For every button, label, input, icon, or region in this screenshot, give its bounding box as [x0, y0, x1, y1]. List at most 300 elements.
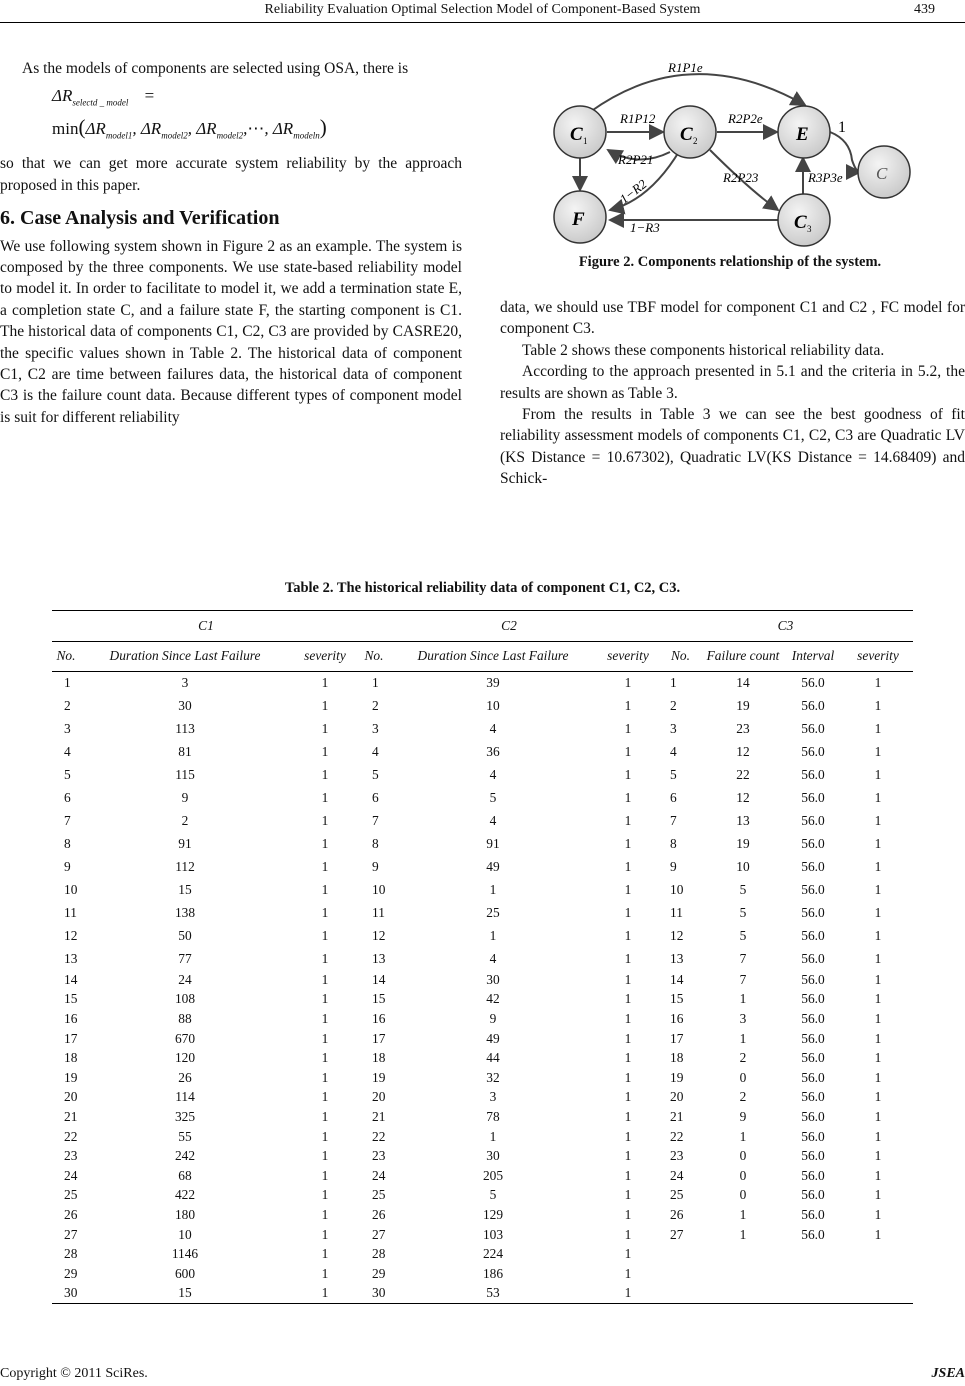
table-cell: 1 — [489, 927, 497, 943]
table-cell: 1 — [739, 1030, 747, 1046]
table-cell: 56.0 — [801, 971, 825, 987]
table-cell: 1 — [874, 812, 882, 828]
table-row — [52, 1009, 913, 1029]
label-one: 1 — [838, 119, 846, 136]
table-cell: 1 — [321, 1187, 329, 1203]
table-cell: 30 — [486, 1148, 500, 1164]
table-cell: 5 — [489, 789, 497, 805]
column-header: Interval — [783, 641, 843, 671]
eq-sub-3: model2 — [216, 130, 244, 141]
table-cell: 17 — [670, 1030, 684, 1046]
table-cell: 1 — [321, 1069, 329, 1085]
table-cell: 68 — [178, 1167, 192, 1183]
table-cell: 1 — [874, 950, 882, 966]
table-cell: 1 — [874, 1030, 882, 1046]
table-cell — [703, 1264, 783, 1284]
svg-text:3: 3 — [807, 224, 812, 234]
table-cell: 11 — [64, 904, 77, 920]
table-cell: 180 — [174, 1206, 196, 1222]
table-cell: 19 — [670, 1069, 684, 1085]
left-paragraph-3: We use following system shown in Figure 2 as an example. The system is composed by the three components. We use state-based reliability model to model it. In order to facilitate to model it, we add a termination state E, a completion state C, and a failure state F, the starting component is C1. The historical data of components C1, C2, C3 are provided by CASRE20, the specific values shown in Table 2. The historical data of component C1, C2 are time between failures data, the historical data of component C3 is the failure count data. Because different types of component model is suit for different reliability — [0, 237, 462, 426]
table-cell: 20 — [670, 1089, 684, 1105]
table-cell: 108 — [174, 991, 196, 1007]
column-header: No. — [360, 641, 388, 671]
eq-sub-2: model2 — [161, 130, 188, 141]
svg-text:1: 1 — [583, 136, 588, 146]
table-cell: 5 — [739, 904, 747, 920]
table-cell — [703, 1284, 783, 1304]
table-cell: 1 — [739, 991, 747, 1007]
table-cell — [843, 1284, 913, 1304]
table-cell: 1 — [321, 1246, 329, 1262]
column-header: Duration Since Last Failure — [388, 641, 598, 671]
table-cell: 325 — [174, 1108, 196, 1124]
table-row — [52, 717, 913, 740]
table-cell: 1 — [321, 697, 329, 713]
table-cell: 25 — [670, 1187, 684, 1203]
table-cell: 1 — [624, 1108, 632, 1124]
table-cell: 1146 — [171, 1246, 199, 1262]
table-cell: 56.0 — [801, 1148, 825, 1164]
table-row — [52, 1205, 913, 1225]
table-cell: 1 — [624, 1246, 632, 1262]
table-cell: 18 — [64, 1050, 78, 1066]
table-cell: 1 — [874, 1089, 882, 1105]
table-cell: 1 — [624, 858, 632, 874]
table-cell: 1 — [624, 789, 632, 805]
right-paragraph-3: According to the approach presented in 5.1 and the criteria in 5.2, the results are shown as Table 3. — [500, 363, 965, 402]
group-header-row — [52, 611, 913, 641]
table-cell: 9 — [489, 1010, 497, 1026]
column-header: No. — [52, 641, 80, 671]
table-row — [52, 786, 913, 809]
figure-2 — [520, 50, 940, 260]
table-cell — [658, 1244, 703, 1264]
table-cell: 10 — [64, 881, 78, 897]
table-cell: 56.0 — [801, 1226, 825, 1242]
table-cell: 2 — [181, 812, 189, 828]
table-cell: 24 — [178, 971, 192, 987]
table-cell: 12 — [736, 743, 750, 759]
table-cell: 56.0 — [801, 697, 825, 713]
table-cell: 1 — [321, 720, 329, 736]
table-cell: 1 — [321, 904, 329, 920]
table-cell: 1 — [489, 1128, 497, 1144]
table-row — [52, 924, 913, 947]
table-cell: 1 — [321, 881, 329, 897]
table-cell: 49 — [486, 858, 500, 874]
table-cell: 15 — [670, 991, 684, 1007]
data-table — [52, 611, 913, 1303]
eq-term-1: ΔR — [85, 119, 106, 139]
table-cell: 1 — [624, 1206, 632, 1222]
table-cell: 1 — [874, 1128, 882, 1144]
svg-text:2: 2 — [693, 136, 698, 146]
section-heading: 6. Case Analysis and Verification — [0, 207, 280, 230]
table-cell: 1 — [874, 743, 882, 759]
table-cell: 24 — [670, 1167, 684, 1183]
table-cell: 1 — [624, 1285, 632, 1301]
node-f — [554, 191, 606, 243]
table-cell: 7 — [670, 812, 677, 828]
table-cell: 1 — [874, 1167, 882, 1183]
table-cell: 9 — [372, 858, 379, 874]
table-cell: 1 — [624, 881, 632, 897]
table-row — [52, 1264, 913, 1284]
table-row — [52, 970, 913, 990]
table-cell: 1 — [874, 835, 882, 851]
table-cell: 1 — [624, 743, 632, 759]
table-cell: 1 — [874, 1148, 882, 1164]
table-cell: 56.0 — [801, 835, 825, 851]
table-row — [52, 1068, 913, 1088]
table-cell: 30 — [178, 697, 192, 713]
table-cell: 78 — [486, 1108, 500, 1124]
table-cell: 77 — [178, 950, 192, 966]
table-cell: 5 — [670, 766, 677, 782]
table-cell: 13 — [372, 950, 386, 966]
table-cell: 1 — [874, 1010, 882, 1026]
table-cell: 1 — [874, 1226, 882, 1242]
table-cell: 115 — [175, 766, 195, 782]
table-cell: 13 — [64, 950, 78, 966]
svg-text:F: F — [572, 209, 585, 230]
table-row — [52, 1107, 913, 1127]
table-cell: 1 — [874, 1050, 882, 1066]
table-cell: 56.0 — [801, 1089, 825, 1105]
table-cell: 10 — [372, 881, 386, 897]
label-r1p12: R1P12 — [620, 111, 656, 126]
label-r3p3e: R3P3e — [808, 170, 843, 185]
table-cell: 242 — [174, 1148, 196, 1164]
table-cell: 15 — [64, 991, 78, 1007]
table-cell: 7 — [64, 812, 71, 828]
table-cell: 1 — [874, 858, 882, 874]
table-row — [52, 1088, 913, 1108]
table-cell: 20 — [64, 1089, 78, 1105]
table-cell: 1 — [624, 766, 632, 782]
table-cell: 1 — [64, 674, 71, 690]
label-1-r3: 1−R3 — [630, 220, 660, 235]
eq-term-2: ΔR — [140, 119, 162, 139]
table-cell: 186 — [482, 1265, 504, 1281]
table-row — [52, 1048, 913, 1068]
footer-journal: JSEA — [931, 1366, 965, 1381]
table-cell: 1 — [624, 1089, 632, 1105]
table-cell: 30 — [64, 1285, 78, 1301]
table-row — [52, 1146, 913, 1166]
table-row — [52, 1186, 913, 1206]
table-row — [52, 671, 913, 694]
column-header-row — [52, 641, 913, 671]
table-row — [52, 947, 913, 970]
table-cell: 28 — [372, 1246, 386, 1262]
table-cell: 1 — [624, 720, 632, 736]
table-cell: 19 — [736, 697, 750, 713]
table-cell: 16 — [64, 1010, 78, 1026]
table-cell: 18 — [670, 1050, 684, 1066]
table-cell: 23 — [736, 720, 750, 736]
table-cell: 1 — [874, 789, 882, 805]
table-cell: 2 — [64, 697, 71, 713]
table-cell: 88 — [178, 1010, 192, 1026]
table-cell: 1 — [624, 1050, 632, 1066]
table-cell — [658, 1264, 703, 1284]
table-cell: 1 — [321, 1108, 329, 1124]
table-cell: 29 — [64, 1265, 78, 1281]
table-cell: 26 — [178, 1069, 192, 1085]
figure-caption: Figure 2. Components relationship of the system. — [578, 254, 882, 270]
table-cell: 11 — [670, 904, 683, 920]
table-cell: 44 — [486, 1050, 500, 1066]
label-1-r2: 1−R2 — [616, 176, 650, 207]
table-cell: 1 — [739, 1206, 747, 1222]
table-cell: 27 — [64, 1226, 78, 1242]
column-header: severity — [598, 641, 658, 671]
table-cell: 670 — [174, 1030, 196, 1046]
table-cell: 23 — [64, 1148, 78, 1164]
table-cell: 1 — [624, 904, 632, 920]
table-cell: 1 — [321, 835, 329, 851]
table-cell: 56.0 — [801, 950, 825, 966]
table-cell — [783, 1284, 843, 1304]
table-cell: 1 — [739, 1226, 747, 1242]
label-r2p23: R2P23 — [723, 170, 759, 185]
table-cell: 9 — [181, 789, 189, 805]
table-cell: 1 — [321, 1010, 329, 1026]
table-row — [52, 763, 913, 786]
table-cell: 1 — [321, 789, 329, 805]
table-cell: 91 — [178, 835, 192, 851]
table-cell: 4 — [489, 720, 497, 736]
table-cell: 5 — [64, 766, 71, 782]
table-cell: 113 — [175, 720, 195, 736]
table-cell: 10 — [178, 1226, 192, 1242]
table-cell: 114 — [175, 1089, 195, 1105]
table-cell: 50 — [178, 927, 192, 943]
table-row — [52, 878, 913, 901]
svg-text:C: C — [876, 164, 888, 183]
table-cell: 4 — [489, 812, 497, 828]
table-cell: 22 — [64, 1128, 78, 1144]
table-cell: 56.0 — [801, 720, 825, 736]
table-cell: 5 — [372, 766, 379, 782]
table-cell: 1 — [489, 881, 497, 897]
table-cell: 14 — [670, 971, 684, 987]
table-cell: 21 — [64, 1108, 78, 1124]
table-cell: 10 — [670, 881, 684, 897]
table-cell: 27 — [372, 1226, 386, 1242]
table-cell: 205 — [482, 1167, 504, 1183]
table-cell: 55 — [178, 1128, 192, 1144]
table-cell: 15 — [372, 991, 386, 1007]
label-r1p1e: R1P1e — [668, 60, 703, 75]
table-cell: 2 — [670, 697, 677, 713]
table-cell: 3 — [739, 1010, 747, 1026]
table-cell: 1 — [874, 927, 882, 943]
svg-text:C: C — [794, 212, 807, 233]
table-cell: 2 — [739, 1050, 747, 1066]
table-cell: 1 — [874, 971, 882, 987]
table-cell: 1 — [624, 697, 632, 713]
table-cell: 56.0 — [801, 1128, 825, 1144]
table-cell: 0 — [739, 1069, 747, 1085]
table-cell: 120 — [174, 1050, 196, 1066]
table-cell: 14 — [64, 971, 78, 987]
table-cell: 1 — [874, 1187, 882, 1203]
table-cell: 16 — [372, 1010, 386, 1026]
table-cell: 112 — [175, 858, 195, 874]
table-cell: 7 — [739, 950, 747, 966]
group-c1: C1 — [52, 611, 360, 641]
table-cell: 1 — [874, 720, 882, 736]
table-cell: 19 — [372, 1069, 386, 1085]
table-cell: 24 — [64, 1167, 78, 1183]
right-paragraph-4: From the results in Table 3 we can see the best goodness of fit reliability assessment models of components C1, C2, C3 are Quadratic LV (KS Distance = 10.67302), Quadratic LV(KS Distance = 14.68409) and Schick- — [500, 406, 965, 488]
table-cell: 5 — [489, 1187, 497, 1203]
table-cell: 56.0 — [801, 1108, 825, 1124]
table-cell: 12 — [670, 927, 684, 943]
table-cell — [703, 1244, 783, 1264]
table-cell: 1 — [624, 812, 632, 828]
table-row — [52, 1166, 913, 1186]
table-cell: 8 — [670, 835, 677, 851]
table-cell: 56.0 — [801, 927, 825, 943]
equation: $\Delta R_{selectd \_ model}$ = $\min(\Delta R_{model1}$, $\Delta R_{model2}$, $\Delta R_{model2},\cdots$, $\Delta R_{modeln}$) — [52, 86, 327, 141]
svg-text:C: C — [680, 124, 693, 145]
table-cell: 1 — [874, 881, 882, 897]
table-cell: 19 — [736, 835, 750, 851]
table-cell: 3 — [489, 1089, 497, 1105]
table-cell: 28 — [64, 1246, 78, 1262]
table-cell: 13 — [736, 812, 750, 828]
table-cell: 1 — [321, 927, 329, 943]
table-cell: 56.0 — [801, 1167, 825, 1183]
table-cell — [783, 1264, 843, 1284]
table-cell: 4 — [489, 950, 497, 966]
table-cell: 32 — [486, 1069, 500, 1085]
table-row — [52, 1225, 913, 1245]
table-cell: 6 — [64, 789, 71, 805]
table-cell: 14 — [372, 971, 386, 987]
table-cell: 56.0 — [801, 1187, 825, 1203]
node-c2 — [664, 106, 716, 158]
table-cell: 39 — [486, 674, 500, 690]
table-cell: 0 — [739, 1167, 747, 1183]
table-row — [52, 1244, 913, 1264]
table-cell: 10 — [736, 858, 750, 874]
table-cell: 1 — [624, 1030, 632, 1046]
table-cell: 56.0 — [801, 991, 825, 1007]
table-cell: 36 — [486, 743, 500, 759]
table-cell: 12 — [372, 927, 386, 943]
footer-copyright: Copyright © 2011 SciRes. — [0, 1366, 148, 1381]
column-header: severity — [843, 641, 913, 671]
table-cell: 1 — [372, 674, 379, 690]
table-cell: 25 — [64, 1187, 78, 1203]
table-cell: 15 — [178, 881, 192, 897]
table-cell: 1 — [874, 991, 882, 1007]
table-cell: 6 — [372, 789, 379, 805]
table-cell: 1 — [321, 743, 329, 759]
table-cell: 1 — [624, 1148, 632, 1164]
table-cell: 1 — [739, 1128, 747, 1144]
left-paragraph-2: so that we can get more accurate system reliability by the approach proposed in this paper. — [0, 155, 462, 194]
table-cell: 25 — [486, 904, 500, 920]
table-cell: 8 — [64, 835, 71, 851]
table-cell: 1 — [321, 1265, 329, 1281]
table-cell: 1 — [624, 674, 632, 690]
table-cell: 1 — [321, 971, 329, 987]
table-cell: 56.0 — [801, 1206, 825, 1222]
table-cell: 26 — [64, 1206, 78, 1222]
table-cell: 91 — [486, 835, 500, 851]
table-cell: 1 — [624, 1187, 632, 1203]
table-cell: 56.0 — [801, 1069, 825, 1085]
table-cell: 9 — [739, 1108, 747, 1124]
left-paragraph-1: As the models of components are selected using OSA, there is — [22, 60, 409, 77]
table-cell: 1 — [624, 1167, 632, 1183]
table-cell: 3 — [372, 720, 379, 736]
table-row — [52, 855, 913, 878]
node-c1 — [554, 106, 606, 158]
table-cell: 56.0 — [801, 766, 825, 782]
table-cell: 1 — [624, 1010, 632, 1026]
running-header — [0, 0, 965, 22]
table-cell: 1 — [874, 766, 882, 782]
table-row — [52, 740, 913, 763]
table-cell: 8 — [372, 835, 379, 851]
table-cell: 1 — [321, 1206, 329, 1222]
header-rule — [0, 22, 965, 23]
eq-term-3: ΔR — [196, 119, 217, 139]
table-cell: 0 — [739, 1187, 747, 1203]
table-cell: 1 — [321, 858, 329, 874]
table-cell — [843, 1264, 913, 1284]
table-row — [52, 694, 913, 717]
table-cell: 23 — [372, 1148, 386, 1164]
table-cell: 26 — [372, 1206, 386, 1222]
table-cell: 24 — [372, 1167, 386, 1183]
table-cell: 4 — [372, 743, 379, 759]
table-cell: 17 — [64, 1030, 78, 1046]
table-caption: Table 2. The historical reliability data of component C1, C2, C3. — [284, 580, 681, 596]
eq-min: min — [52, 119, 79, 139]
table-cell: 1 — [624, 927, 632, 943]
table-row — [52, 1029, 913, 1049]
table-cell: 17 — [372, 1030, 386, 1046]
table-cell: 1 — [321, 1050, 329, 1066]
table-cell: 56.0 — [801, 789, 825, 805]
table-cell: 1 — [874, 1108, 882, 1124]
table-cell: 19 — [64, 1069, 78, 1085]
eq-equals: = — [144, 86, 155, 106]
table-cell: 30 — [486, 971, 500, 987]
table-row — [52, 809, 913, 832]
node-c3 — [778, 194, 830, 246]
table-cell: 4 — [670, 743, 677, 759]
table-cell: 29 — [372, 1265, 386, 1281]
header-title: Reliability Evaluation Optimal Selection Model of Component-Based System — [264, 2, 701, 17]
table-cell: 12 — [64, 927, 78, 943]
right-paragraph-1: data, we should use TBF model for component C1 and C2 , FC model for component C3. — [500, 299, 965, 338]
table-row — [52, 832, 913, 855]
table-cell: 23 — [670, 1148, 684, 1164]
table-cell: 3 — [670, 720, 677, 736]
table-cell: 22 — [736, 766, 750, 782]
table-cell: 27 — [670, 1226, 684, 1242]
table-cell: 16 — [670, 1010, 684, 1026]
